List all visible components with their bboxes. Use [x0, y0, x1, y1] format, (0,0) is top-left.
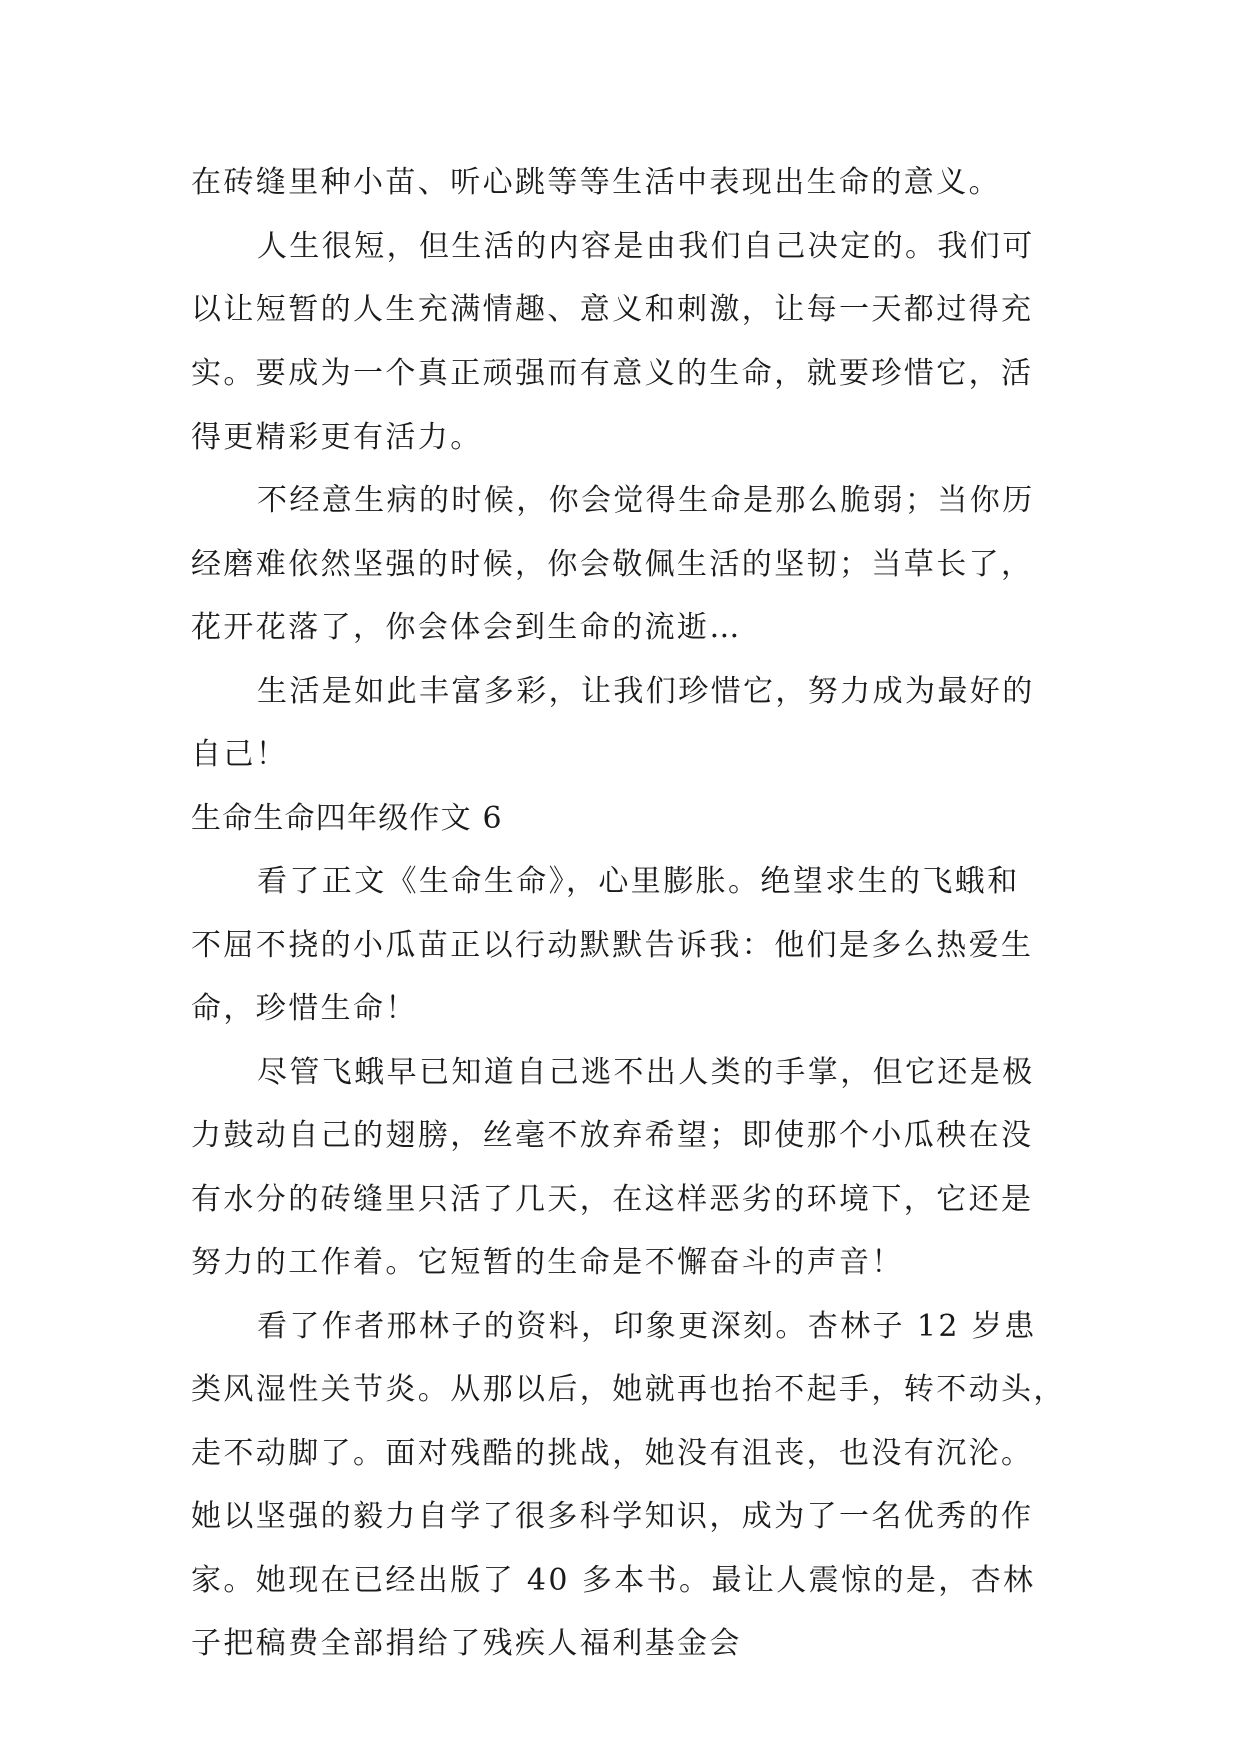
paragraph-line: 她以坚强的毅力自学了很多科学知识，成为了一名优秀的作 [191, 1499, 1034, 1534]
paragraph-line: 看了作者邢林子的资料，印象更深刻。杏林子 12 岁患 [257, 1309, 1037, 1344]
paragraph-line: 命，珍惜生命！ [191, 991, 418, 1026]
paragraph-line: 以让短暂的人生充满情趣、意义和刺激，让每一天都过得充 [191, 292, 1034, 327]
paragraph-line: 尽管飞蛾早已知道自己逃不出人类的手掌，但它还是极 [257, 1055, 1035, 1090]
paragraph-line: 走不动脚了。面对残酷的挑战，她没有沮丧，也没有沉沦。 [191, 1436, 1034, 1471]
paragraph-line: 不经意生病的时候，你会觉得生命是那么脆弱；当你历 [257, 483, 1035, 518]
paragraph-line: 力鼓动自己的翅膀，丝毫不放弃希望；即使那个小瓜秧在没 [191, 1118, 1034, 1153]
paragraph-line: 不屈不挠的小瓜苗正以行动默默告诉我：他们是多么热爱生 [191, 928, 1034, 963]
paragraph-line: 生活是如此丰富多彩，让我们珍惜它，努力成为最好的 [257, 674, 1035, 709]
paragraph-line: 得更精彩更有活力。 [191, 420, 483, 455]
paragraph-line: 家。她现在已经出版了 40 多本书。最让人震惊的是，杏林 [191, 1563, 1036, 1598]
paragraph-line: 实。要成为一个真正顽强而有意义的生命，就要珍惜它，活 [191, 356, 1034, 391]
paragraph-line: 花开花落了，你会体会到生命的流逝… [191, 610, 742, 645]
paragraph-line: 在砖缝里种小苗、听心跳等等生活中表现出生命的意义。 [191, 165, 1001, 200]
paragraph-line: 经磨难依然坚强的时候，你会敬佩生活的坚韧；当草长了， [191, 547, 1034, 582]
paragraph-line: 有水分的砖缝里只活了几天，在这样恶劣的环境下，它还是 [191, 1182, 1034, 1217]
paragraph-line: 人生很短，但生活的内容是由我们自己决定的。我们可 [257, 229, 1035, 264]
section-title: 生命生命四年级作文 6 [191, 801, 503, 836]
paragraph-line: 努力的工作着。它短暂的生命是不懈奋斗的声音！ [191, 1245, 904, 1280]
paragraph-line: 看了正文《生命生命》，心里膨胀。绝望求生的飞蛾和 [257, 864, 1020, 899]
paragraph-line: 自己！ [191, 737, 289, 772]
paragraph-line: 类风湿性关节炎。从那以后，她就再也抬不起手，转不动头， [191, 1372, 1066, 1407]
paragraph-line: 子把稿费全部捐给了残疾人福利基金会 [191, 1626, 742, 1661]
